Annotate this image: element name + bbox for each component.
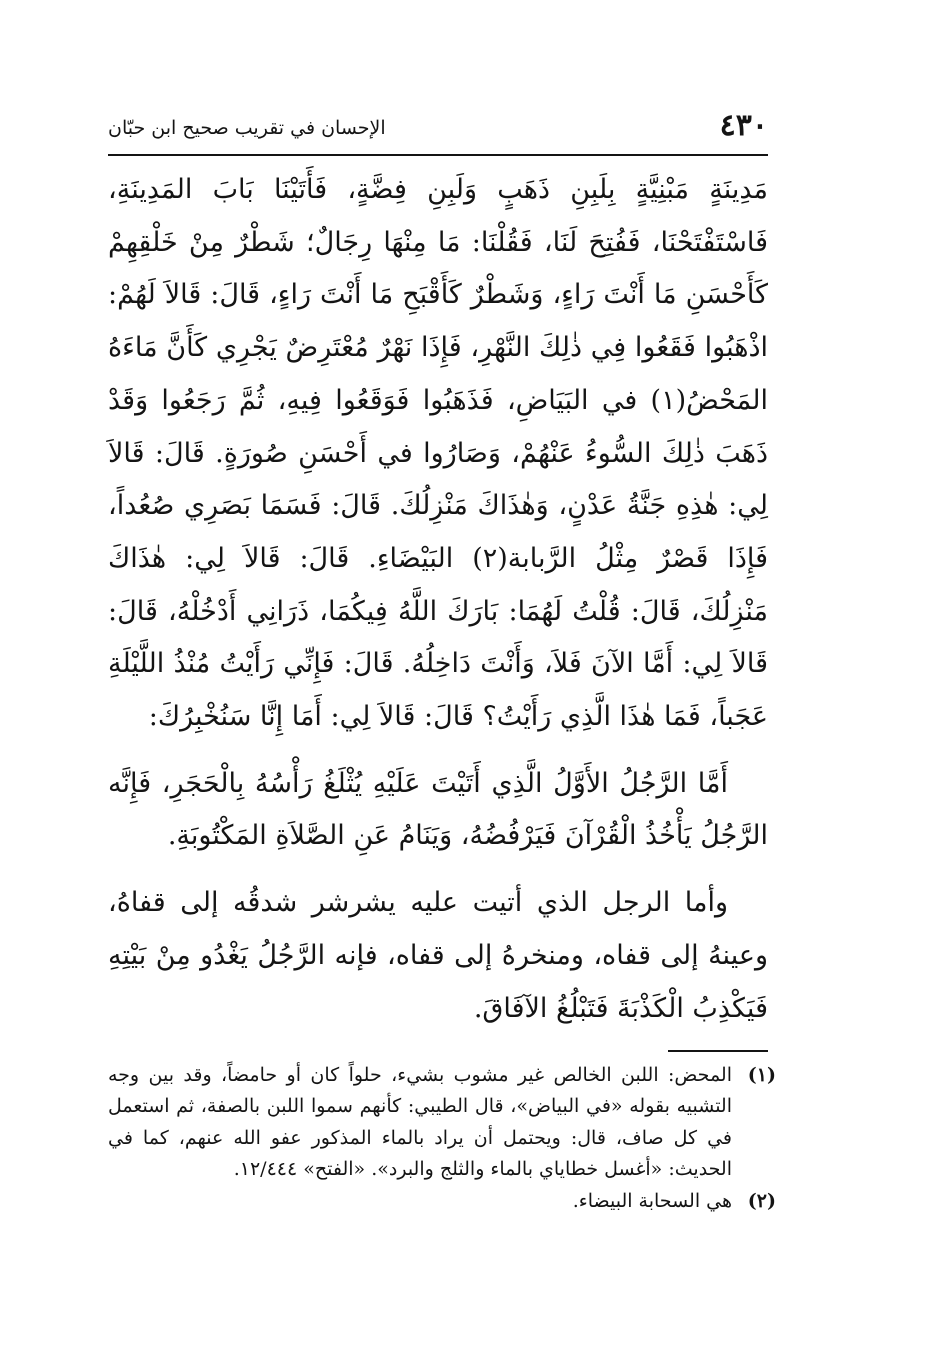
footnote-item bbox=[108, 1060, 776, 1186]
header-divider bbox=[108, 154, 768, 156]
footnote-item bbox=[108, 1186, 776, 1217]
footnote-text: المحض: اللبن الخالص غير مشوب بشيء، حلواً كان أو حامضاً، وقد بين وجه التشبيه بقوله «في البياض»، قال الطيبي: كأنهم سموا اللبن بالصفة، ثم استعمل في كل صاف، قال: ويحتمل أن يراد بالماء المذكور عفو الله عنهم، كما في الحديث: «أغسل خطاياي بالماء والثلج والبرد». «الفتح» ١٢/٤٤٤. bbox=[108, 1064, 732, 1181]
footnote-number: (١) bbox=[747, 1064, 776, 1086]
footnote-text: هي السحابة البيضاء. bbox=[572, 1189, 732, 1212]
page-number: ٤٣٠ bbox=[719, 108, 768, 143]
page-header bbox=[108, 108, 768, 152]
paragraph-hadith-narrative: مَدِينَةٍ مَبْنِيَّةٍ بِلَبِنِ ذَهَبٍ وَلَبِنِ فِضَّةٍ، فَأَتَيْنَا بَابَ المَدِينَةِ، فَاسْتَفْتَحْنَا، فَفُتِحَ لَنَا، فَقُلْنَا: مَا مِنْهَا رِجَالٌ؛ شَطْرٌ مِنْ خَلْقِهِمْ كَأَحْسَنِ مَا أَنْتَ رَاءٍ، وَشَطْرٌ كَأَقْبَحِ مَا أَنْتَ رَاءٍ، قَالَ: قَالاَ لَهُمْ: اذْهَبُوا فَقَعُوا فِي ذٰلِكَ النَّهْرِ، فَإِذَا نَهْرٌ مُعْتَرِضٌ يَجْرِي كَأَنَّ مَاءَهُ المَحْضُ(١) في البَيَاضِ، فَذَهَبُوا فَوَقَعُوا فِيهِ، ثُمَّ رَجَعُوا وَقَدْ ذَهَبَ ذٰلِكَ السُّوءُ عَنْهُمْ، وَصَارُوا في أَحْسَنِ صُورَةٍ. قَالَ: قَالاَ لِي: هٰذِهِ جَنَّةُ عَدْنٍ، وَهٰذَاكَ مَنْزِلُكَ. قَالَ: فَسَمَا بَصَرِي صُعُداً، فَإِذَا قَصْرٌ مِثْلُ الرَّبابة(٢) البَيْضَاءِ. قَالَ: قَالاَ لِي: هٰذَاكَ مَنْزِلُكَ، قَالَ: قُلْتُ لَهُمَا: بَارَكَ اللَّهُ فِيكُمَا، ذَرَانِي أَدْخُلْهُ، قَالَ: قَالاَ لِي: أَمَّا الآنَ فَلاَ، وَأَنْتَ دَاخِلُهُ. قَالَ: فَإِنِّي رَأَيْتُ مُنْذُ اللَّيْلَةِ عَجَباً، فَمَا هٰذَا الَّذِي رَأَيْتُ؟ قَالَ: قَالاَ لِي: أَمَا إِنَّا سَنُخْبِرُكَ: bbox=[108, 174, 768, 733]
footnote-number: (٢) bbox=[747, 1189, 776, 1212]
running-title: الإحسان في تقريب صحيح ابن حبّان bbox=[108, 117, 386, 139]
footnote-divider bbox=[668, 1050, 768, 1052]
footnotes bbox=[108, 1060, 776, 1217]
paragraph-second-man-explanation: وأما الرجل الذي أتيت عليه يشرشر شدقُه إلى قفاهُ، وعينهُ إلى قفاه، ومنخرهُ إلى قفاه، فإنه الرَّجُلُ يَغْدُو مِنْ بَيْتِهِ فَيَكْذِبُ الْكَذْبَةَ فَتَبْلُغُ الآفَاقَ. bbox=[108, 887, 768, 1024]
main-text bbox=[108, 164, 768, 1035]
paragraph-first-man-explanation: أَمَّا الرَّجُلُ الأَوَّلُ الَّذِي أَتَيْتَ عَلَيْهِ يُثْلَغُ رَأْسُهُ بِالْحَجَرِ، فَإِنَّه الرَّجُلُ يَأْخُذُ الْقُرْآنَ فَيَرْفُضُهُ، وَيَنَامُ عَنِ الصَّلاَةِ المَكْتُوبَةِ. bbox=[108, 767, 768, 852]
